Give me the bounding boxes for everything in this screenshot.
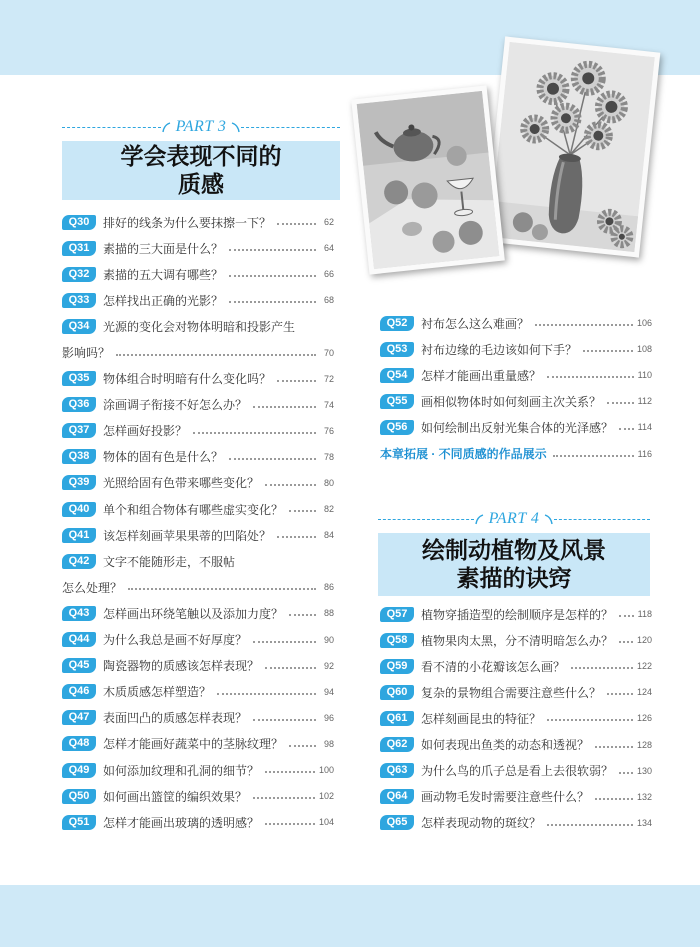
entry-title: 怎样刻画昆虫的特征？ bbox=[421, 711, 542, 726]
entry-title: 物体的固有色是什么？ bbox=[103, 450, 224, 465]
question-badge: Q36 bbox=[62, 397, 96, 412]
page-number: 104 bbox=[318, 817, 334, 828]
page-number: 124 bbox=[636, 687, 652, 698]
dashed-divider bbox=[378, 519, 474, 520]
question-badge: Q61 bbox=[380, 711, 414, 726]
toc-part3-list-continued bbox=[380, 310, 652, 467]
dot-leader bbox=[253, 797, 315, 799]
question-badge: Q54 bbox=[380, 368, 414, 383]
page-number: 74 bbox=[323, 399, 334, 410]
entry-title: 看不清的小花瓣该怎么画？ bbox=[421, 659, 566, 674]
toc-entry-q40 bbox=[62, 496, 334, 522]
entry-title: 光照给固有色带来哪些变化？ bbox=[103, 476, 260, 491]
toc-part3-list bbox=[62, 209, 334, 835]
dashed-divider bbox=[62, 127, 161, 128]
toc-entry-q55 bbox=[380, 388, 652, 414]
toc-entry-q61 bbox=[380, 705, 652, 731]
toc-entry-q47 bbox=[62, 705, 334, 731]
page-number: 114 bbox=[637, 422, 652, 433]
page-number: 92 bbox=[323, 660, 334, 671]
toc-entry-q41 bbox=[62, 522, 334, 548]
question-badge: Q63 bbox=[380, 763, 414, 778]
entry-title: 光源的变化会对物体明暗和投影产生 bbox=[103, 319, 296, 334]
question-badge: Q51 bbox=[62, 815, 96, 830]
part-title-line: 质感 bbox=[178, 171, 224, 197]
question-badge: Q59 bbox=[380, 659, 414, 674]
entry-title: 物体组合时明暗有什么变化吗？ bbox=[103, 372, 272, 387]
page-number: 86 bbox=[323, 582, 334, 593]
toc-entry-q53 bbox=[380, 336, 652, 362]
dot-leader bbox=[265, 667, 316, 669]
toc-entry-q63 bbox=[380, 758, 652, 784]
toc-entry-q34-continued bbox=[62, 339, 334, 365]
part4-title-box bbox=[378, 533, 650, 596]
entry-title: 如何绘制出反射光集合体的光泽感？ bbox=[421, 420, 614, 435]
question-badge: Q35 bbox=[62, 371, 96, 386]
toc-entry-q42 bbox=[62, 548, 334, 574]
page-number: 82 bbox=[323, 504, 334, 515]
page-number: 130 bbox=[636, 765, 652, 776]
entry-title: 为什么鸟的爪子总是看上去很软弱？ bbox=[421, 764, 614, 779]
entry-title: 为什么我总是画不好厚度？ bbox=[103, 633, 248, 648]
part3-title-box bbox=[62, 141, 340, 200]
page-number: 70 bbox=[323, 347, 334, 358]
toc-entry-q44 bbox=[62, 627, 334, 653]
dot-leader bbox=[553, 455, 634, 457]
toc-entry-q54 bbox=[380, 362, 652, 388]
dot-leader bbox=[229, 249, 316, 251]
entry-title: 陶瓷器物的质感该怎样表现？ bbox=[103, 659, 260, 674]
dashed-divider bbox=[554, 519, 650, 520]
toc-entry-q39 bbox=[62, 470, 334, 496]
entry-title: 怎样找出正确的光影？ bbox=[103, 293, 224, 308]
toc-entry-q46 bbox=[62, 679, 334, 705]
question-badge: Q49 bbox=[62, 763, 96, 778]
question-badge: Q62 bbox=[380, 737, 414, 752]
toc-entry-q37 bbox=[62, 418, 334, 444]
toc-entry-q36 bbox=[62, 392, 334, 418]
page-number: 134 bbox=[636, 817, 652, 828]
dot-leader bbox=[607, 402, 634, 404]
entry-title: 素描的五大调有哪些？ bbox=[103, 267, 224, 282]
page-number: 102 bbox=[318, 791, 334, 802]
toc-entry-q34 bbox=[62, 313, 334, 339]
entry-title: 复杂的景物组合需要注意些什么？ bbox=[421, 685, 602, 700]
question-badge: Q43 bbox=[62, 606, 96, 621]
dot-leader bbox=[535, 324, 633, 326]
entry-title: 怎样才能画出玻璃的透明感？ bbox=[103, 815, 260, 830]
page-number: 80 bbox=[323, 477, 334, 488]
dot-leader bbox=[229, 458, 316, 460]
page-number: 120 bbox=[636, 635, 652, 646]
toc-entry-q52 bbox=[380, 310, 652, 336]
toc-entry-q35 bbox=[62, 366, 334, 392]
dot-leader bbox=[547, 719, 633, 721]
sunflower-sketch-image bbox=[484, 36, 661, 257]
page-number: 78 bbox=[323, 451, 334, 462]
question-badge: Q45 bbox=[62, 658, 96, 673]
dot-leader bbox=[547, 824, 633, 826]
dot-leader bbox=[619, 772, 633, 774]
bottom-color-band bbox=[0, 885, 700, 947]
question-badge: Q46 bbox=[62, 684, 96, 699]
question-badge: Q40 bbox=[62, 502, 96, 517]
question-badge: Q64 bbox=[380, 789, 414, 804]
entry-title-continued: 怎么处理？ bbox=[62, 580, 123, 595]
page-number: 72 bbox=[323, 373, 334, 384]
page-number: 108 bbox=[636, 344, 652, 355]
toc-entry-q57 bbox=[380, 601, 652, 627]
part3-header bbox=[62, 119, 340, 135]
toc-entry-q33 bbox=[62, 287, 334, 313]
dot-leader bbox=[607, 693, 633, 695]
part-title-line: 学会表现不同的 bbox=[120, 143, 282, 169]
decorative-flourish-icon bbox=[544, 513, 554, 525]
dot-leader bbox=[277, 380, 316, 382]
page-number: 100 bbox=[318, 765, 334, 776]
toc-entry-q38 bbox=[62, 444, 334, 470]
part-label: PART 4 bbox=[488, 510, 540, 527]
entry-title: 表面凹凸的质感怎样表现？ bbox=[103, 711, 248, 726]
page-number: 96 bbox=[323, 712, 334, 723]
dot-leader bbox=[619, 641, 633, 643]
entry-title: 画动物毛发时需要注意些什么？ bbox=[421, 790, 590, 805]
entry-title: 衬布边缘的毛边该如何下手？ bbox=[421, 342, 578, 357]
toc-entry-q48 bbox=[62, 731, 334, 757]
toc-entry-q30 bbox=[62, 209, 334, 235]
entry-title: 衬布怎么这么难画？ bbox=[421, 316, 530, 331]
dot-leader bbox=[128, 588, 316, 590]
page-number: 90 bbox=[323, 634, 334, 645]
question-badge: Q34 bbox=[62, 319, 96, 334]
toc-entry-q65 bbox=[380, 810, 652, 836]
toc-entry-q60 bbox=[380, 679, 652, 705]
question-badge: Q57 bbox=[380, 607, 414, 622]
dot-leader bbox=[277, 536, 316, 538]
entry-title-continued: 影响吗？ bbox=[62, 346, 111, 361]
dot-leader bbox=[116, 354, 316, 356]
dot-leader bbox=[265, 484, 316, 486]
page-number: 106 bbox=[636, 318, 652, 329]
page-number: 112 bbox=[637, 396, 652, 407]
entry-title: 植物穿插造型的绘制顺序是怎样的？ bbox=[421, 607, 614, 622]
question-badge: Q32 bbox=[62, 267, 96, 282]
question-badge: Q47 bbox=[62, 710, 96, 725]
dot-leader bbox=[619, 428, 634, 430]
entry-title: 如何添加纹理和孔洞的细节？ bbox=[103, 763, 260, 778]
page-number: 110 bbox=[637, 370, 652, 381]
extension-title: 本章拓展 · 不同质感的作品展示 bbox=[380, 447, 547, 462]
question-badge: Q31 bbox=[62, 241, 96, 256]
dot-leader bbox=[571, 667, 633, 669]
question-badge: Q65 bbox=[380, 815, 414, 830]
entry-title: 怎样才能画出重量感？ bbox=[421, 368, 542, 383]
page-number: 98 bbox=[323, 738, 334, 749]
page-number: 126 bbox=[636, 713, 652, 724]
question-badge: Q39 bbox=[62, 475, 96, 490]
entry-title: 植物果肉太黑，分不清明暗怎么办？ bbox=[421, 633, 614, 648]
dot-leader bbox=[619, 615, 634, 617]
entry-title: 文字不能随形走，不服帖 bbox=[103, 554, 236, 569]
dot-leader bbox=[253, 719, 316, 721]
dot-leader bbox=[253, 641, 316, 643]
toc-entry-q64 bbox=[380, 784, 652, 810]
question-badge: Q52 bbox=[380, 316, 414, 331]
question-badge: Q56 bbox=[380, 420, 414, 435]
part-label: PART 3 bbox=[175, 118, 227, 135]
part-title-line: 绘制动植物及风景 bbox=[422, 537, 606, 563]
page-number: 84 bbox=[323, 530, 334, 541]
toc-entry-q42-continued bbox=[62, 574, 334, 600]
toc-entry-q58 bbox=[380, 627, 652, 653]
question-badge: Q37 bbox=[62, 423, 96, 438]
question-badge: Q42 bbox=[62, 554, 96, 569]
entry-title: 该怎样刻画苹果果蒂的凹陷处？ bbox=[103, 528, 272, 543]
entry-title: 如何表现出鱼类的动态和透视？ bbox=[421, 738, 590, 753]
page-number: 76 bbox=[323, 425, 334, 436]
toc-entry-q62 bbox=[380, 731, 652, 757]
dot-leader bbox=[265, 771, 315, 773]
question-badge: Q41 bbox=[62, 528, 96, 543]
entry-title: 木质质感怎样塑造？ bbox=[103, 685, 212, 700]
part-title-line: 素描的诀窍 bbox=[456, 565, 572, 591]
question-badge: Q30 bbox=[62, 215, 96, 230]
page-number: 116 bbox=[637, 448, 652, 459]
page-number: 62 bbox=[323, 217, 334, 228]
dot-leader bbox=[265, 823, 315, 825]
toc-entry-q32 bbox=[62, 261, 334, 287]
entry-title: 排好的线条为什么要抹擦一下？ bbox=[103, 215, 272, 230]
page-number: 122 bbox=[636, 661, 652, 672]
toc-entry-q31 bbox=[62, 235, 334, 261]
question-badge: Q55 bbox=[380, 394, 414, 409]
dot-leader bbox=[253, 406, 316, 408]
decorative-flourish-icon bbox=[231, 121, 241, 133]
entry-title: 素描的三大面是什么？ bbox=[103, 241, 224, 256]
page-number: 68 bbox=[323, 295, 334, 306]
dot-leader bbox=[289, 614, 316, 616]
decorative-flourish-icon bbox=[161, 121, 171, 133]
dot-leader bbox=[595, 798, 633, 800]
dot-leader bbox=[229, 275, 316, 277]
toc-entry-q50 bbox=[62, 783, 334, 809]
toc-entry-q56 bbox=[380, 414, 652, 440]
dashed-divider bbox=[241, 127, 340, 128]
question-badge: Q60 bbox=[380, 685, 414, 700]
page-number: 88 bbox=[323, 608, 334, 619]
dot-leader bbox=[277, 223, 316, 225]
toc-entry-q45 bbox=[62, 653, 334, 679]
dot-leader bbox=[193, 432, 316, 434]
question-badge: Q38 bbox=[62, 449, 96, 464]
page-number: 64 bbox=[323, 243, 334, 254]
dot-leader bbox=[583, 350, 633, 352]
entry-title: 涂画调子衔接不好怎么办？ bbox=[103, 398, 248, 413]
dot-leader bbox=[595, 746, 633, 748]
entry-title: 怎样表现动物的斑纹？ bbox=[421, 816, 542, 831]
dot-leader bbox=[289, 745, 316, 747]
page-number: 132 bbox=[636, 791, 652, 802]
decorative-flourish-icon bbox=[474, 513, 484, 525]
toc-entry-chapter-extension bbox=[380, 440, 652, 466]
page-number: 94 bbox=[323, 686, 334, 697]
dot-leader bbox=[229, 301, 316, 303]
toc-part4-list bbox=[380, 601, 652, 836]
question-badge: Q50 bbox=[62, 789, 96, 804]
entry-title: 画相似物体时如何刻画主次关系？ bbox=[421, 394, 602, 409]
question-badge: Q44 bbox=[62, 632, 96, 647]
dot-leader bbox=[289, 510, 316, 512]
question-badge: Q53 bbox=[380, 342, 414, 357]
entry-title: 如何画出篮筐的编织效果？ bbox=[103, 789, 248, 804]
toc-entry-q59 bbox=[380, 653, 652, 679]
entry-title: 怎样才能画好蔬菜中的茎脉纹理？ bbox=[103, 737, 284, 752]
page-number: 118 bbox=[637, 609, 652, 620]
entry-title: 怎样画好投影？ bbox=[103, 424, 188, 439]
entry-title: 单个和组合物体有哪些虚实变化？ bbox=[103, 502, 284, 517]
toc-entry-q43 bbox=[62, 600, 334, 626]
toc-entry-q49 bbox=[62, 757, 334, 783]
toc-entry-q51 bbox=[62, 809, 334, 835]
entry-title: 怎样画出环绕笔触以及添加力度？ bbox=[103, 606, 284, 621]
part4-header bbox=[378, 511, 650, 527]
dot-leader bbox=[217, 693, 316, 695]
still-life-sketch-image bbox=[351, 85, 505, 274]
question-badge: Q48 bbox=[62, 736, 96, 751]
page-number: 66 bbox=[323, 269, 334, 280]
page-number: 128 bbox=[636, 739, 652, 750]
question-badge: Q33 bbox=[62, 293, 96, 308]
question-badge: Q58 bbox=[380, 633, 414, 648]
dot-leader bbox=[547, 376, 634, 378]
